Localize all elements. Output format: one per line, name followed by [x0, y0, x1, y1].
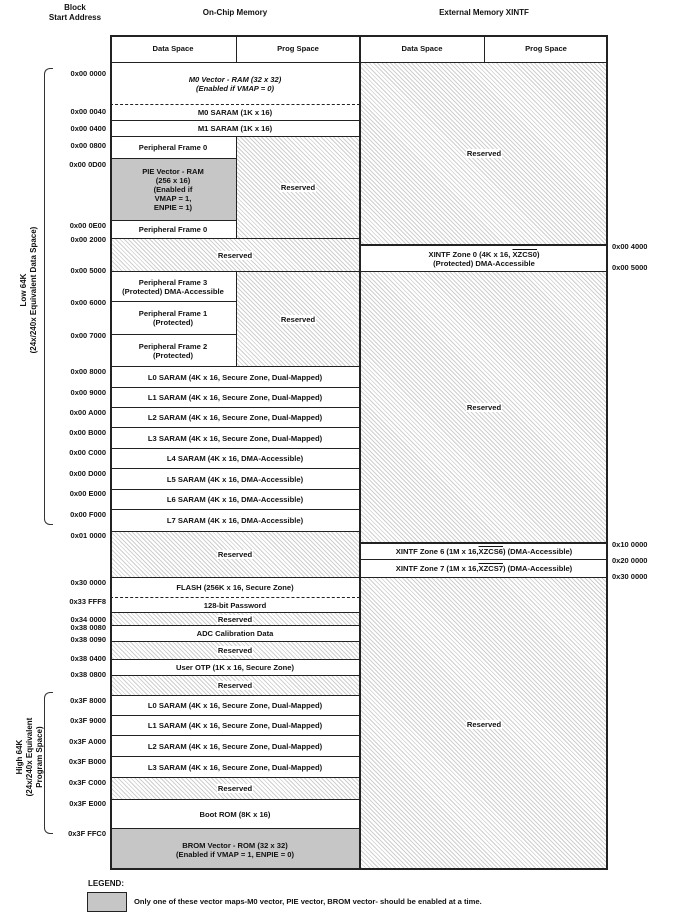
- password-128bit: 128-bit Password: [110, 598, 360, 613]
- pie-vector-ram: [110, 159, 236, 221]
- addr-right: 0x10 0000: [612, 540, 648, 549]
- addr-right: 0x00 5000: [612, 263, 648, 272]
- addr-left: 0x3F B000: [68, 757, 106, 766]
- legend-title: LEGEND:: [88, 879, 124, 888]
- zone0-text-a: XINTF Zone 0 (4K x 16,: [428, 249, 513, 259]
- pie-vector-line5: ENPIE = 1): [153, 203, 193, 212]
- pie-vector-line2: (256 x 16): [155, 176, 191, 185]
- addr-left: 0x00 9000: [70, 388, 106, 397]
- addr-left: 0x38 0090: [70, 635, 106, 644]
- zone7-text-b: ) (DMA-Accessible): [503, 564, 573, 573]
- addr-left: 0x01 0000: [70, 531, 106, 540]
- zone0-signal: XZCS0: [512, 249, 537, 259]
- xintf-zone-7: [360, 560, 608, 578]
- xintf-zone-6: [360, 543, 608, 560]
- l1-saram-low: L1 SARAM (4K x 16, Secure Zone, Dual-Mapped): [110, 388, 360, 408]
- reserved-external-1: [360, 63, 608, 245]
- pf3-line1: Peripheral Frame 3: [138, 277, 208, 287]
- addr-left: 0x3F 9000: [70, 716, 106, 725]
- zone0-text-b: ): [536, 249, 540, 259]
- l5-saram: L5 SARAM (4K x 16, DMA-Accessible): [110, 469, 360, 490]
- addr-left: 0x00 0040: [70, 107, 106, 116]
- addr-right: 0x30 0000: [612, 572, 648, 581]
- peripheral-frame-0-a: Peripheral Frame 0: [110, 137, 236, 159]
- block-start-line2: Start Address: [48, 13, 102, 22]
- prog-space-header-external: Prog Space: [484, 35, 608, 63]
- l7-saram: L7 SARAM (4K x 16, DMA-Accessible): [110, 510, 360, 532]
- addr-left: 0x38 0800: [70, 670, 106, 679]
- peripheral-frame-1: [110, 302, 236, 335]
- peripheral-frame-2: [110, 335, 236, 367]
- reserved-onchip-8: [110, 778, 360, 800]
- low-64k-line2: (24x/240x Equivalent Data Space): [29, 226, 38, 354]
- addr-left: 0x00 2000: [70, 235, 106, 244]
- pf3-line2: (Protected) DMA-Accessible: [122, 286, 224, 296]
- user-otp: User OTP (1K x 16, Secure Zone): [110, 660, 360, 676]
- high-64k-label: [15, 697, 45, 817]
- l6-saram: L6 SARAM (4K x 16, DMA-Accessible): [110, 490, 360, 510]
- prog-space-header-onchip: Prog Space: [236, 35, 360, 63]
- header-bottom-line: [110, 62, 608, 63]
- xintf-zone-0: [360, 245, 608, 272]
- addr-left: 0x38 0400: [70, 654, 106, 663]
- high-64k-brace: [44, 692, 53, 834]
- reserved-onchip-4-label: Reserved: [217, 550, 253, 559]
- flash: FLASH (256K x 16, Secure Zone): [110, 578, 360, 598]
- zone7-text-a: XINTF Zone 7 (1M x 16,: [395, 564, 479, 573]
- addr-right: 0x00 4000: [612, 242, 648, 251]
- addr-left: 0x00 C000: [69, 448, 106, 457]
- addr-left: 0x34 0000: [70, 615, 106, 624]
- addr-left: 0x00 E000: [69, 489, 106, 498]
- legend-text: Only one of these vector maps-M0 vector, PIE vector, BROM vector- should be enabled at a time.: [134, 897, 482, 906]
- reserved-onchip-7: [110, 676, 360, 696]
- l0-saram-high: L0 SARAM (4K x 16, Secure Zone, Dual-Mapped): [110, 696, 360, 716]
- data-space-header-onchip: Data Space: [110, 35, 236, 63]
- brom-vector-line1: BROM Vector - ROM (32 x 32): [182, 840, 288, 850]
- l2-saram-low: L2 SARAM (4K x 16, Secure Zone, Dual-Mapped): [110, 408, 360, 428]
- addr-left: 0x00 B000: [69, 428, 106, 437]
- addr-left: 0x3F E000: [69, 799, 106, 808]
- pf2-line2: (Protected): [152, 350, 194, 360]
- addr-left: 0x00 0400: [70, 124, 106, 133]
- reserved-onchip-2-label: Reserved: [217, 250, 253, 260]
- pie-vector-line4: VMAP = 1,: [154, 194, 192, 203]
- external-header: External Memory XINTF: [439, 8, 529, 17]
- zone7-signal: XZCS7: [478, 564, 503, 573]
- reserved-prog-3: [236, 272, 360, 367]
- pie-vector-line1: PIE Vector - RAM: [142, 167, 204, 176]
- m0-saram: M0 SARAM (1K x 16): [110, 105, 360, 121]
- reserved-onchip-6: [110, 642, 360, 660]
- addr-left: 0x00 6000: [70, 298, 106, 307]
- addr-left: 0x00 A000: [69, 408, 106, 417]
- reserved-prog-3-label: Reserved: [280, 314, 316, 324]
- high-64k-line1: High 64K: [15, 739, 24, 775]
- reserved-external-3-label: Reserved: [466, 719, 502, 729]
- addr-right: 0x20 0000: [612, 556, 648, 565]
- reserved-onchip-4: [110, 532, 360, 578]
- divider-prog-region-1: [236, 137, 237, 239]
- addr-left: 0x00 0000: [70, 69, 106, 78]
- pf1-line1: Peripheral Frame 1: [138, 309, 208, 318]
- addr-left: 0x00 0D00: [69, 160, 106, 169]
- reserved-prog-1: [236, 137, 360, 239]
- divider-external-prog: [484, 35, 485, 63]
- brom-vector-line2: (Enabled if VMAP = 1, ENPIE = 0): [175, 849, 295, 859]
- pie-vector-line3: (Enabled if: [153, 185, 193, 194]
- divider-onchip-prog: [236, 35, 237, 63]
- addr-left: 0x00 7000: [70, 331, 106, 340]
- reserved-onchip-2: [110, 239, 360, 272]
- addr-left: 0x30 0000: [70, 578, 106, 587]
- addr-left: 0x00 0800: [70, 141, 106, 150]
- addr-left: 0x3F FFC0: [68, 829, 106, 838]
- zone0-line2: (Protected) DMA-Accessible: [433, 258, 535, 268]
- zone6-text-b: ) (DMA-Accessible): [503, 547, 573, 556]
- l0-saram-low: L0 SARAM (4K x 16, Secure Zone, Dual-Mapped): [110, 367, 360, 388]
- addr-left: 0x3F A000: [69, 737, 106, 746]
- reserved-external-3: [360, 578, 608, 870]
- l4-saram: L4 SARAM (4K x 16, DMA-Accessible): [110, 449, 360, 469]
- addr-left: 0x38 0080: [70, 623, 106, 632]
- addr-left: 0x3F 8000: [70, 696, 106, 705]
- block-start-line1: Block: [64, 3, 86, 12]
- m1-saram: M1 SARAM (1K x 16): [110, 121, 360, 137]
- l3-saram-high: L3 SARAM (4K x 16, Secure Zone, Dual-Mapped): [110, 757, 360, 778]
- pf1-line2: (Protected): [152, 318, 194, 327]
- reserved-external-1-label: Reserved: [466, 149, 502, 158]
- low-64k-brace: [44, 68, 53, 525]
- zone6-text-a: XINTF Zone 6 (1M x 16,: [395, 547, 479, 556]
- high-64k-line2: (24x/240x Equivalent: [25, 717, 34, 797]
- reserved-external-2: [360, 272, 608, 543]
- addr-left: 0x00 D000: [69, 469, 106, 478]
- reserved-onchip-8-label: Reserved: [217, 784, 253, 793]
- legend-swatch: [87, 892, 127, 912]
- reserved-onchip-5: [110, 613, 360, 626]
- m0-vector-line1: M0 Vector - RAM (32 x 32): [188, 74, 282, 84]
- reserved-prog-1-label: Reserved: [280, 183, 316, 192]
- divider-onchip-external: [359, 35, 361, 870]
- low-64k-line1: Low 64K: [19, 273, 28, 307]
- m0-vector-ram: [110, 63, 360, 105]
- reserved-onchip-5-label: Reserved: [217, 614, 253, 624]
- l3-saram-low: L3 SARAM (4K x 16, Secure Zone, Dual-Mapped): [110, 428, 360, 449]
- addr-left: 0x00 5000: [70, 266, 106, 275]
- low-64k-label: [19, 205, 39, 375]
- boot-rom: Boot ROM (8K x 16): [110, 800, 360, 829]
- addr-left: 0x33 FFF8: [69, 597, 106, 606]
- high-64k-line3: Program Space): [35, 726, 44, 788]
- block-start-header: [40, 3, 110, 23]
- reserved-onchip-7-label: Reserved: [217, 681, 253, 690]
- addr-left: 0x00 F000: [70, 510, 106, 519]
- on-chip-header: On-Chip Memory: [202, 8, 268, 17]
- zone0-line1: [429, 250, 540, 259]
- brom-vector-rom: [110, 829, 360, 870]
- addr-left: 0x00 8000: [70, 367, 106, 376]
- reserved-external-2-label: Reserved: [466, 402, 502, 412]
- zone6-signal: XZCS6: [478, 547, 503, 556]
- data-space-header-external: Data Space: [360, 35, 484, 63]
- m0-vector-line2: (Enabled if VMAP = 0): [196, 83, 274, 93]
- peripheral-frame-3: [110, 272, 236, 302]
- pf2-line1: Peripheral Frame 2: [138, 341, 208, 351]
- addr-left: 0x00 0E00: [69, 221, 106, 230]
- addr-left: 0x3F C000: [68, 778, 106, 787]
- peripheral-frame-0-b: Peripheral Frame 0: [110, 221, 236, 239]
- l1-saram-high: L1 SARAM (4K x 16, Secure Zone, Dual-Mapped): [110, 716, 360, 736]
- l2-saram-high: L2 SARAM (4K x 16, Secure Zone, Dual-Mapped): [110, 736, 360, 757]
- reserved-onchip-6-label: Reserved: [217, 646, 253, 655]
- adc-calibration-data: ADC Calibration Data: [110, 626, 360, 642]
- divider-prog-region-2: [236, 272, 237, 367]
